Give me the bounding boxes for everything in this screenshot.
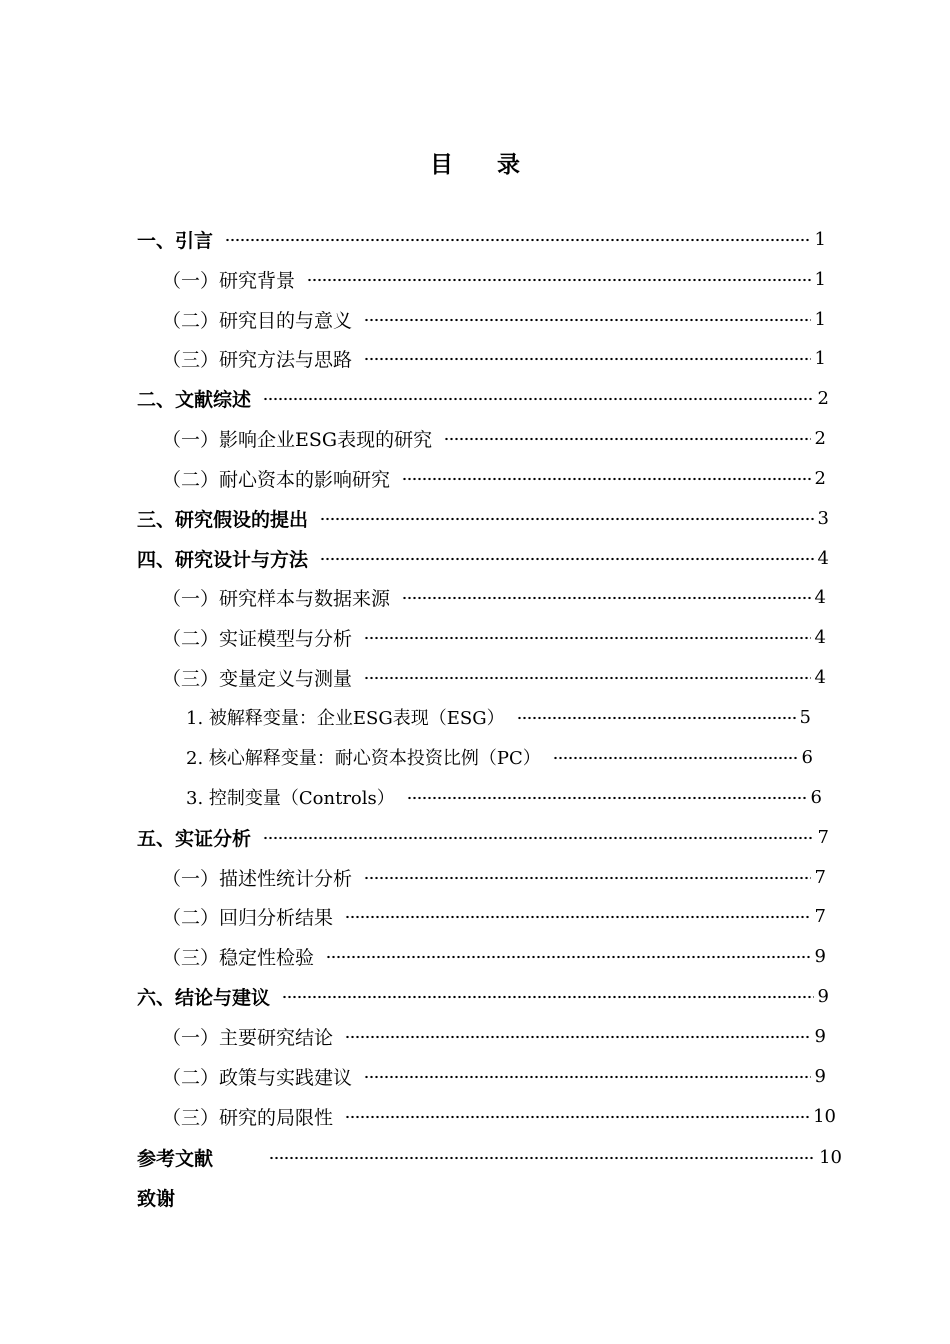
toc-entry[interactable] — [162, 1061, 826, 1091]
toc-dot-leader — [402, 596, 811, 600]
toc-entry-label: 五、实证分析 — [137, 827, 252, 850]
toc-entry-label: 参考文献 — [137, 1147, 214, 1170]
toc-entry[interactable] — [186, 742, 813, 772]
toc-page-number: 1 — [814, 228, 826, 250]
toc-entry-label: 1. 被解释变量：企业ESG表现（ESG） — [186, 708, 505, 729]
toc-entry[interactable] — [162, 941, 826, 971]
toc-dot-leader — [326, 955, 811, 959]
toc-entry[interactable] — [162, 582, 826, 612]
toc-title-char-1: 目 — [430, 152, 453, 178]
toc-dot-leader — [345, 915, 811, 919]
toc-entry-label: （一）影响企业ESG表现的研究 — [162, 428, 433, 451]
toc-dot-leader — [263, 836, 814, 840]
toc-entry-label: （一）主要研究结论 — [162, 1026, 334, 1049]
toc-page-number: 9 — [814, 1065, 826, 1087]
toc-dot-leader — [345, 1115, 809, 1119]
toc-entry-label: 三、研究假设的提出 — [137, 508, 309, 531]
toc-dot-leader — [269, 1156, 815, 1160]
toc-dot-leader — [517, 716, 796, 720]
toc-page-number: 9 — [814, 945, 826, 967]
toc-entry[interactable] — [162, 304, 826, 334]
toc-page-number: 6 — [810, 786, 822, 808]
toc-entry-label: （三）研究方法与思路 — [162, 348, 353, 371]
toc-dot-leader — [307, 278, 811, 282]
toc-page-number: 2 — [814, 467, 826, 489]
toc-page-number: 7 — [814, 905, 826, 927]
toc-entry-label: （一）研究样本与数据来源 — [162, 587, 391, 610]
toc-entry[interactable] — [186, 702, 811, 732]
toc-page-number: 7 — [817, 826, 829, 848]
toc-entry-label: （二）政策与实践建议 — [162, 1066, 353, 1089]
toc-dot-leader — [282, 995, 814, 999]
toc-entry[interactable] — [137, 383, 829, 413]
toc-title-char-2: 录 — [497, 152, 520, 178]
toc-page-number: 4 — [814, 626, 826, 648]
toc-page-number: 10 — [819, 1146, 842, 1168]
toc-entry[interactable] — [162, 343, 826, 373]
toc-entry-label: （一）研究背景 — [162, 269, 296, 292]
toc-entry-label: （二）耐心资本的影响研究 — [162, 468, 391, 491]
toc-dot-leader — [225, 238, 811, 242]
toc-dot-leader — [364, 636, 811, 640]
toc-title — [0, 146, 950, 179]
toc-entry[interactable] — [162, 1021, 826, 1051]
toc-page-number: 2 — [817, 387, 829, 409]
toc-entry-label: 致谢 — [137, 1187, 176, 1210]
toc-entry-label: （三）研究的局限性 — [162, 1106, 334, 1129]
toc-entry[interactable] — [162, 622, 826, 652]
toc-entry-label: （三）变量定义与测量 — [162, 667, 353, 690]
toc-dot-leader — [364, 876, 811, 880]
toc-entry-label: （二）实证模型与分析 — [162, 627, 353, 650]
toc-page-number: 9 — [814, 1025, 826, 1047]
toc-dot-leader — [345, 1035, 811, 1039]
toc-page-number: 1 — [814, 308, 826, 330]
toc-dot-leader — [444, 437, 810, 441]
toc-entry[interactable] — [137, 822, 829, 852]
toc-page-number: 2 — [814, 427, 826, 449]
toc-page-number: 7 — [814, 866, 826, 888]
toc-entry[interactable] — [162, 901, 826, 931]
toc-page-number: 1 — [814, 268, 826, 290]
toc-entry[interactable] — [137, 1142, 842, 1172]
toc-page-number: 4 — [814, 586, 826, 608]
toc-entry[interactable] — [162, 423, 826, 453]
toc-entry-label: （三）稳定性检验 — [162, 946, 315, 969]
toc-page-number: 4 — [814, 666, 826, 688]
toc-dot-leader — [364, 1075, 811, 1079]
toc-entry[interactable] — [162, 264, 826, 294]
toc-page-number: 4 — [817, 547, 829, 569]
toc-page-number: 5 — [799, 706, 811, 728]
toc-entry-label: 3. 控制变量（Controls） — [186, 788, 395, 809]
toc-dot-leader — [263, 397, 814, 401]
toc-entry[interactable] — [137, 981, 829, 1011]
toc-page-number: 6 — [801, 746, 813, 768]
toc-dot-leader — [407, 796, 807, 800]
toc-dot-leader — [364, 676, 811, 680]
toc-dot-leader — [364, 357, 811, 361]
toc-entry-label: （二）研究目的与意义 — [162, 309, 353, 332]
toc-page-number: 10 — [813, 1105, 836, 1127]
toc-entry-label: （二）回归分析结果 — [162, 906, 334, 929]
toc-entry[interactable] — [137, 224, 826, 254]
toc-dot-leader — [553, 756, 798, 760]
toc-page-number: 9 — [817, 985, 829, 1007]
toc-page-number: 3 — [817, 507, 829, 529]
toc-entry-label: 一、引言 — [137, 229, 214, 252]
toc-entry[interactable] — [137, 503, 829, 533]
toc-entry[interactable] — [186, 782, 822, 812]
toc-entry[interactable] — [162, 662, 826, 692]
toc-entry[interactable] — [137, 543, 829, 573]
toc-entry-label: （一）描述性统计分析 — [162, 867, 353, 890]
toc-entry[interactable] — [162, 1101, 836, 1131]
toc-entry-label: 二、文献综述 — [137, 388, 252, 411]
toc-entry[interactable] — [162, 862, 826, 892]
toc-dot-leader — [402, 477, 811, 481]
toc-dot-leader — [320, 557, 814, 561]
toc-entry[interactable] — [137, 1182, 842, 1212]
toc-dot-leader — [364, 318, 811, 322]
toc-entry-label: 2. 核心解释变量：耐心资本投资比例（PC） — [186, 748, 541, 769]
toc-entry-label: 四、研究设计与方法 — [137, 548, 309, 571]
toc-entry-label: 六、结论与建议 — [137, 986, 271, 1009]
toc-entry[interactable] — [162, 463, 826, 493]
toc-dot-leader — [320, 517, 814, 521]
toc-page-number: 1 — [814, 347, 826, 369]
